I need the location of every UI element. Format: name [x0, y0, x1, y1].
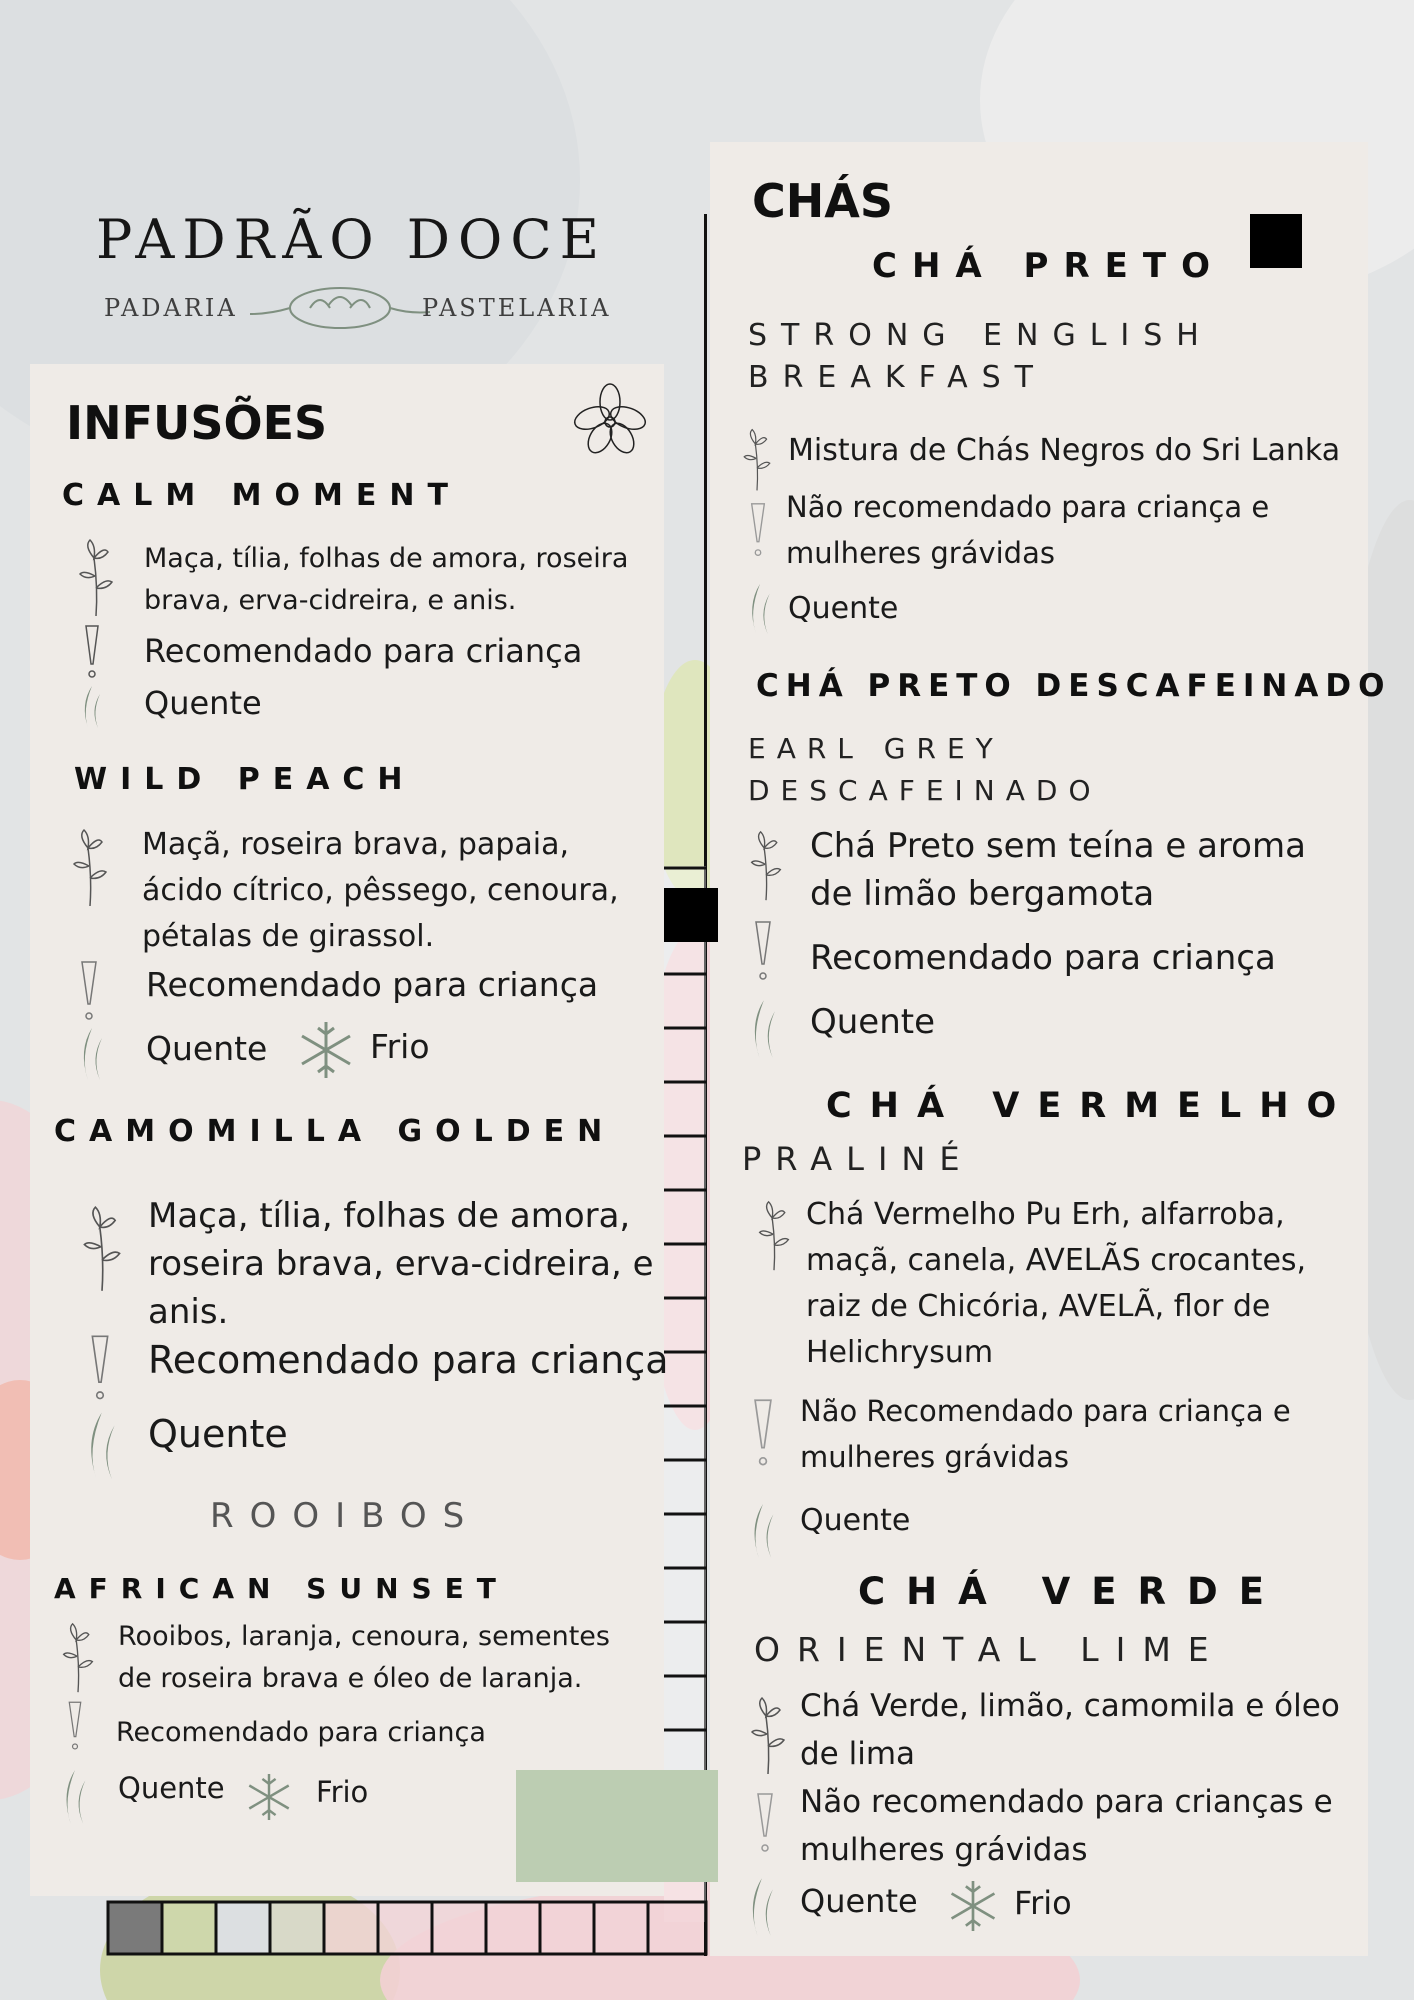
praline-title: PRALINÉ — [742, 1140, 974, 1178]
praline-ingredients-4: Helichrysum — [806, 1335, 994, 1370]
strong-english-ingredients: Mistura de Chás Negros do Sri Lanka — [788, 433, 1341, 468]
oriental-lime-hot: Quente — [800, 1882, 918, 1920]
brand-sub-left: PADARIA — [104, 294, 238, 322]
camomilla-golden-ingredients-1: Maça, tília, folhas de amora, — [148, 1196, 631, 1236]
flower-sprig-icon — [60, 1622, 96, 1694]
oriental-lime-ingredients-2: de lima — [800, 1736, 916, 1772]
brand-sub-right: PASTELARIA — [422, 294, 612, 322]
oriental-lime-title: ORIENTAL LIME — [754, 1630, 1226, 1669]
camomilla-golden-ingredients-3: anis. — [148, 1292, 229, 1332]
cha-verde-category: CHÁ VERDE — [858, 1570, 1286, 1613]
earl-grey-title-2: DESCAFEINADO — [748, 774, 1102, 807]
cha-preto-descafeinado-category: CHÁ PRETO DESCAFEINADO — [756, 668, 1392, 704]
exclamation-icon — [82, 624, 102, 680]
flame-icon — [78, 684, 108, 730]
oriental-lime-recommendation-1: Não recomendado para crianças e — [800, 1784, 1333, 1820]
earl-grey-recommendation: Recomendado para criança — [810, 938, 1276, 978]
calm-moment-recommendation: Recomendado para criança — [144, 632, 583, 670]
flame-icon — [746, 1502, 782, 1560]
wild-peach-recommendation: Recomendado para criança — [146, 965, 599, 1004]
snowflake-icon — [246, 1772, 292, 1822]
camomilla-golden-title: CAMOMILLA GOLDEN — [54, 1114, 616, 1149]
wild-peach-ingredients-3: pétalas de girassol. — [142, 919, 435, 954]
calm-moment-ingredients-2: brava, erva-cidreira, e anis. — [144, 585, 517, 616]
flower-sprig-icon — [70, 828, 110, 908]
cha-preto-category: CHÁ PRETO — [872, 246, 1225, 286]
black-square-middle — [664, 888, 718, 942]
earl-grey-ingredients-1: Chá Preto sem teína e aroma — [810, 826, 1306, 866]
exclamation-icon — [752, 920, 774, 982]
bottom-grid — [106, 1900, 708, 1956]
flower-sprig-icon — [756, 1200, 792, 1272]
flower-sprig-icon — [748, 830, 784, 902]
african-sunset-cold: Frio — [316, 1775, 369, 1809]
african-sunset-ingredients-2: de roseira brava e óleo de laranja. — [118, 1663, 583, 1694]
wild-peach-cold: Frio — [370, 1027, 430, 1066]
camomilla-golden-ingredients-2: roseira brava, erva-cidreira, e — [148, 1244, 654, 1284]
flower-sprig-icon — [80, 1204, 124, 1294]
praline-ingredients-1: Chá Vermelho Pu Erh, alfarroba, — [806, 1197, 1285, 1232]
exclamation-icon — [750, 1398, 776, 1468]
exclamation-icon — [78, 960, 100, 1022]
praline-recommendation-2: mulheres grávidas — [800, 1440, 1069, 1474]
flower-icon — [570, 380, 650, 464]
flower-sprig-icon — [748, 1696, 788, 1776]
wild-peach-ingredients-1: Maçã, roseira brava, papaia, — [142, 827, 570, 862]
strong-english-title-1: STRONG ENGLISH — [748, 318, 1213, 353]
cha-vermelho-category: CHÁ VERMELHO — [826, 1086, 1355, 1126]
brand-title: PADRÃO DOCE — [96, 208, 608, 271]
flame-icon — [76, 1026, 110, 1082]
snowflake-icon — [948, 1878, 998, 1934]
praline-ingredients-3: raiz de Chicória, AVELÃ, flor de — [806, 1289, 1271, 1324]
exclamation-icon — [754, 1792, 776, 1854]
flame-icon — [80, 1410, 126, 1482]
flame-icon — [744, 1876, 782, 1938]
black-square-top — [1250, 214, 1302, 268]
calm-moment-hot: Quente — [144, 684, 262, 722]
oriental-lime-recommendation-2: mulheres grávidas — [800, 1832, 1088, 1868]
ladder-decoration — [664, 866, 706, 1922]
earl-grey-hot: Quente — [810, 1002, 936, 1042]
oriental-lime-cold: Frio — [1014, 1884, 1072, 1922]
camomilla-golden-hot: Quente — [148, 1412, 288, 1456]
exclamation-icon — [66, 1700, 84, 1752]
earl-grey-ingredients-2: de limão bergamota — [810, 874, 1155, 914]
praline-ingredients-2: maçã, canela, AVELÃS crocantes, — [806, 1243, 1307, 1278]
flame-icon — [746, 998, 784, 1060]
exclamation-icon — [88, 1334, 112, 1402]
african-sunset-recommendation: Recomendado para criança — [116, 1717, 486, 1748]
wild-peach-hot: Quente — [146, 1029, 268, 1068]
strong-english-recommendation-1: Não recomendado para criança e — [786, 490, 1270, 524]
earl-grey-title-1: EARL GREY — [748, 732, 1004, 765]
praline-hot: Quente — [800, 1503, 911, 1538]
green-block — [516, 1770, 718, 1882]
strong-english-hot: Quente — [788, 591, 899, 626]
calm-moment-ingredients-1: Maça, tília, folhas de amora, roseira — [144, 543, 629, 574]
chas-heading: CHÁS — [752, 174, 893, 228]
flower-sprig-icon — [740, 428, 774, 492]
camomilla-golden-recommendation: Recomendado para criança — [148, 1338, 669, 1382]
african-sunset-title: AFRICAN SUNSET — [54, 1572, 509, 1605]
flame-icon — [744, 582, 778, 636]
strong-english-recommendation-2: mulheres grávidas — [786, 536, 1055, 570]
praline-recommendation-1: Não Recomendado para criança e — [800, 1394, 1291, 1428]
flame-icon — [58, 1768, 94, 1826]
wild-peach-title: WILD PEACH — [74, 762, 416, 797]
oriental-lime-ingredients-1: Chá Verde, limão, camomila e óleo — [800, 1688, 1340, 1724]
african-sunset-ingredients-1: Rooibos, laranja, cenoura, sementes — [118, 1621, 610, 1652]
snowflake-icon — [298, 1020, 354, 1080]
african-sunset-hot: Quente — [118, 1771, 225, 1805]
rooibos-heading: ROOIBOS — [210, 1496, 481, 1536]
strong-english-title-2: BREAKFAST — [748, 360, 1047, 395]
flower-sprig-icon — [76, 538, 116, 618]
calm-moment-title: CALM MOMENT — [62, 478, 461, 513]
exclamation-icon — [748, 502, 768, 558]
bread-logo-icon — [250, 278, 430, 338]
infusoes-heading: INFUSÕES — [66, 396, 328, 450]
wild-peach-ingredients-2: ácido cítrico, pêssego, cenoura, — [142, 873, 619, 908]
